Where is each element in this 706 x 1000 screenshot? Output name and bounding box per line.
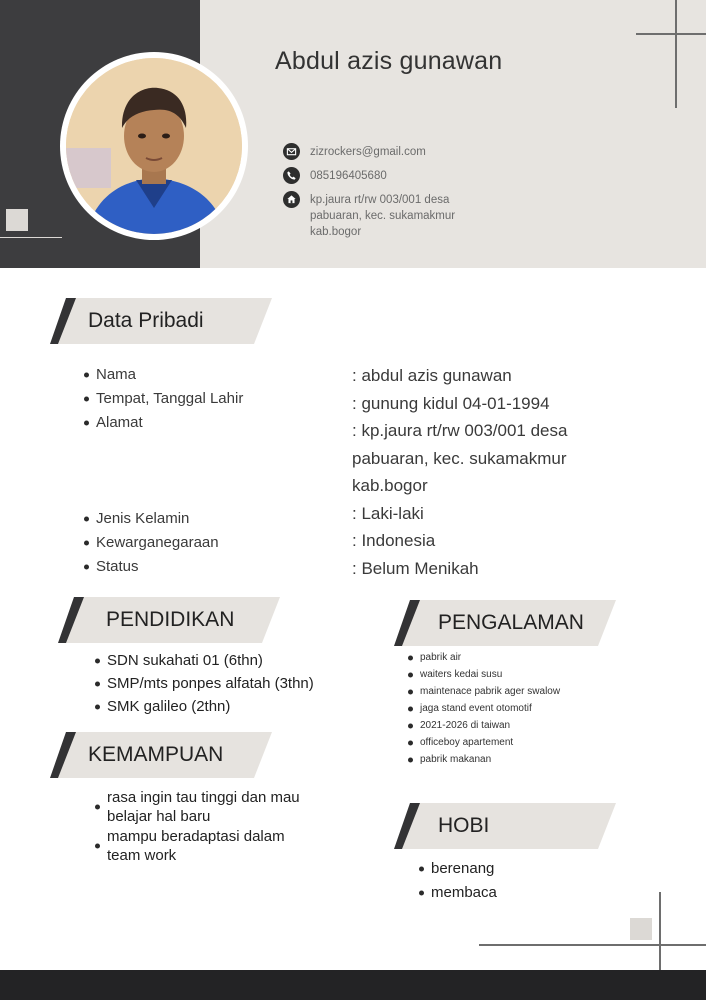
list-item: Nama (84, 363, 243, 387)
decorative-square (6, 209, 28, 231)
education-list (95, 649, 314, 718)
list-item (95, 827, 300, 865)
phone-text: 085196405680 (310, 170, 387, 182)
section-heading-pengalaman (394, 600, 616, 646)
address-line: kab.bogor (310, 226, 362, 238)
list-item: pabrik makanan (408, 751, 560, 768)
section-heading-data-pribadi (50, 298, 272, 344)
value-ttl: : gunung kidul 04-01-1994 (352, 393, 550, 413)
section-title: KEMAMPUAN (88, 743, 224, 766)
list-item: pabrik air (408, 649, 560, 666)
contact-email (283, 143, 300, 160)
skills-list (95, 788, 300, 866)
profile-photo-frame (60, 52, 248, 240)
profile-photo (66, 58, 242, 234)
list-item (95, 788, 300, 826)
personal-values (352, 362, 567, 582)
full-name: Abdul azis gunawan (275, 47, 503, 75)
address-text (310, 192, 455, 240)
decorative-line (636, 33, 706, 35)
hobby-list (419, 857, 497, 905)
value-kewarganegaraan: : Indonesia (352, 531, 436, 550)
decorative-line (659, 892, 661, 970)
list-item: Alamat (84, 411, 243, 435)
footer-bar (0, 970, 706, 1000)
list-item: Status (84, 555, 219, 579)
section-title: PENGALAMAN (438, 611, 584, 634)
list-item: officeboy apartement (408, 734, 560, 751)
contact-phone (283, 167, 300, 184)
section-title: PENDIDIKAN (106, 608, 235, 631)
section-heading-hobi (394, 803, 616, 849)
phone-icon (283, 167, 300, 184)
list-item: Jenis Kelamin (84, 507, 219, 531)
list-item-line: team work (107, 847, 177, 864)
section-heading-kemampuan (50, 732, 272, 778)
list-item: Kewarganegaraan (84, 531, 219, 555)
value-jenis-kelamin: : Laki-laki (352, 503, 424, 523)
value-nama: : abdul azis gunawan (352, 366, 512, 385)
email-icon (283, 143, 300, 160)
decorative-line (0, 237, 62, 238)
section-title: Data Pribadi (88, 309, 204, 332)
list-item: SDN sukahati 01 (6thn) (95, 649, 314, 672)
list-item-line: mampu beradaptasi dalam (107, 828, 285, 845)
home-icon (283, 191, 300, 208)
list-item: SMP/mts ponpes alfatah (3thn) (95, 672, 314, 695)
value-alamat: pabuaran, kec. sukamakmur (352, 448, 567, 468)
section-heading-pendidikan (58, 597, 280, 643)
list-item: Tempat, Tanggal Lahir (84, 387, 243, 411)
list-item-line: belajar hal baru (107, 808, 211, 825)
list-item: 2021-2026 di taiwan (408, 717, 560, 734)
decorative-line (479, 944, 706, 946)
decorative-line (675, 0, 677, 108)
personal-labels-list (84, 507, 219, 579)
list-item: berenang (419, 857, 497, 881)
contact-address (283, 191, 300, 208)
list-item: maintenace pabrik ager swalow (408, 683, 560, 700)
list-item: membaca (419, 881, 497, 905)
address-line: kp.jaura rt/rw 003/001 desa (310, 194, 450, 206)
list-item: jaga stand event otomotif (408, 700, 560, 717)
list-item-line: rasa ingin tau tinggi dan mau (107, 789, 300, 806)
list-item: SMK galileo (2thn) (95, 695, 314, 718)
decorative-square (630, 918, 652, 940)
section-title: HOBI (438, 814, 490, 837)
email-text: zizrockers@gmail.com (310, 146, 426, 158)
value-alamat: kab.bogor (352, 476, 428, 495)
experience-list (408, 649, 560, 768)
value-status: : Belum Menikah (352, 558, 479, 578)
address-line: pabuaran, kec. sukamakmur (310, 210, 456, 222)
personal-labels-list (84, 363, 243, 435)
list-item: waiters kedai susu (408, 666, 560, 683)
value-alamat: : kp.jaura rt/rw 003/001 desa (352, 421, 568, 440)
